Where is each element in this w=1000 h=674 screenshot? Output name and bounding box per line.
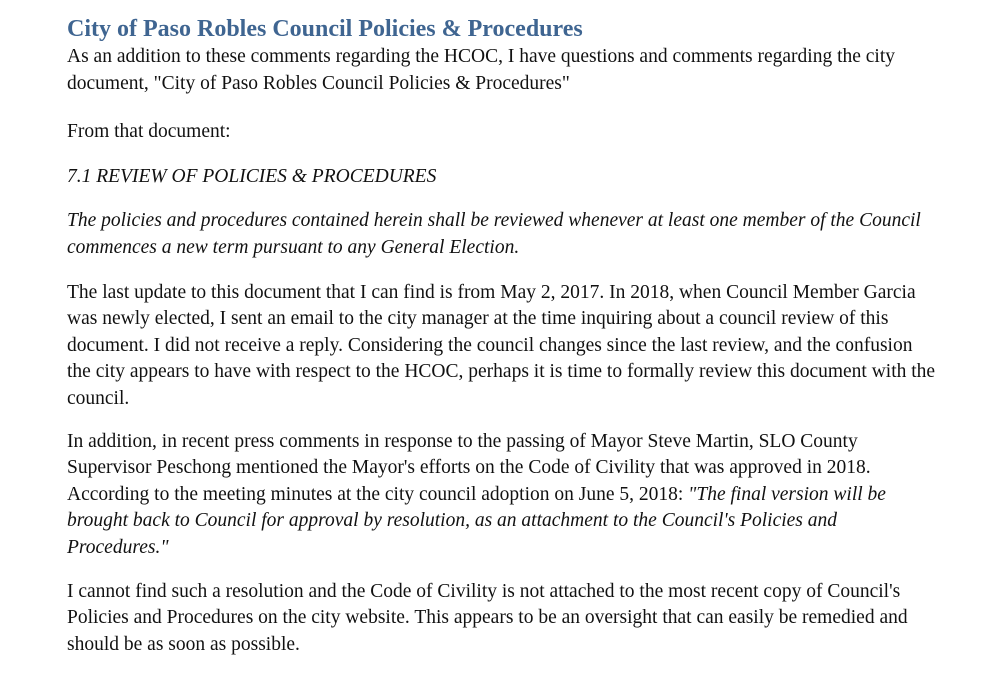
quoted-policy-paragraph: The policies and procedures contained herein shall be reviewed whenever at least one member of the Council commences a new term pursuant to any General Election. xyxy=(67,210,921,258)
minutes-quote: "The final version will be brought back to Council for approval by resolution, as an attachment to the Council's Policies and Procedures." xyxy=(67,483,886,558)
intro-paragraph: As an addition to these comments regarding the HCOC, I have questions and comments regarding the city document, "City of Paso Robles Council Policies & Procedures" xyxy=(67,46,896,94)
section-heading-quote: 7.1 REVIEW OF POLICIES & PROCEDURES xyxy=(67,165,437,187)
from-document-paragraph: From that document: xyxy=(67,121,231,143)
closing-paragraph: I cannot find such a resolution and the Code of Civility is not attached to the most recent copy of Council's Policies and Procedures on the city website. This appears to be an oversight that can easily be remedied and should be as soon as possible. xyxy=(67,580,908,655)
addition-paragraph xyxy=(67,429,937,562)
document-page xyxy=(67,14,937,658)
document-title: City of Paso Robles Council Policies & Procedures xyxy=(67,16,583,42)
addition-paragraph-text: In addition, in recent press comments in response to the passing of Mayor Steve Martin, SLO County Supervisor Peschong mentioned the Mayor's efforts on the Code of Civility that was approved in 2018. According to the meeting minutes at the city council adoption on June 5, 2018: xyxy=(67,430,871,505)
last-update-paragraph: The last update to this document that I can find is from May 2, 2017. In 2018, when Council Member Garcia was newly elected, I sent an email to the city manager at the time inquiring about a council review of this document. I did not receive a reply. Considering the council changes since the last review, and the confusion the city appears to have with respect to the HCOC, perhaps it is time to formally review this document with the council. xyxy=(67,281,936,409)
